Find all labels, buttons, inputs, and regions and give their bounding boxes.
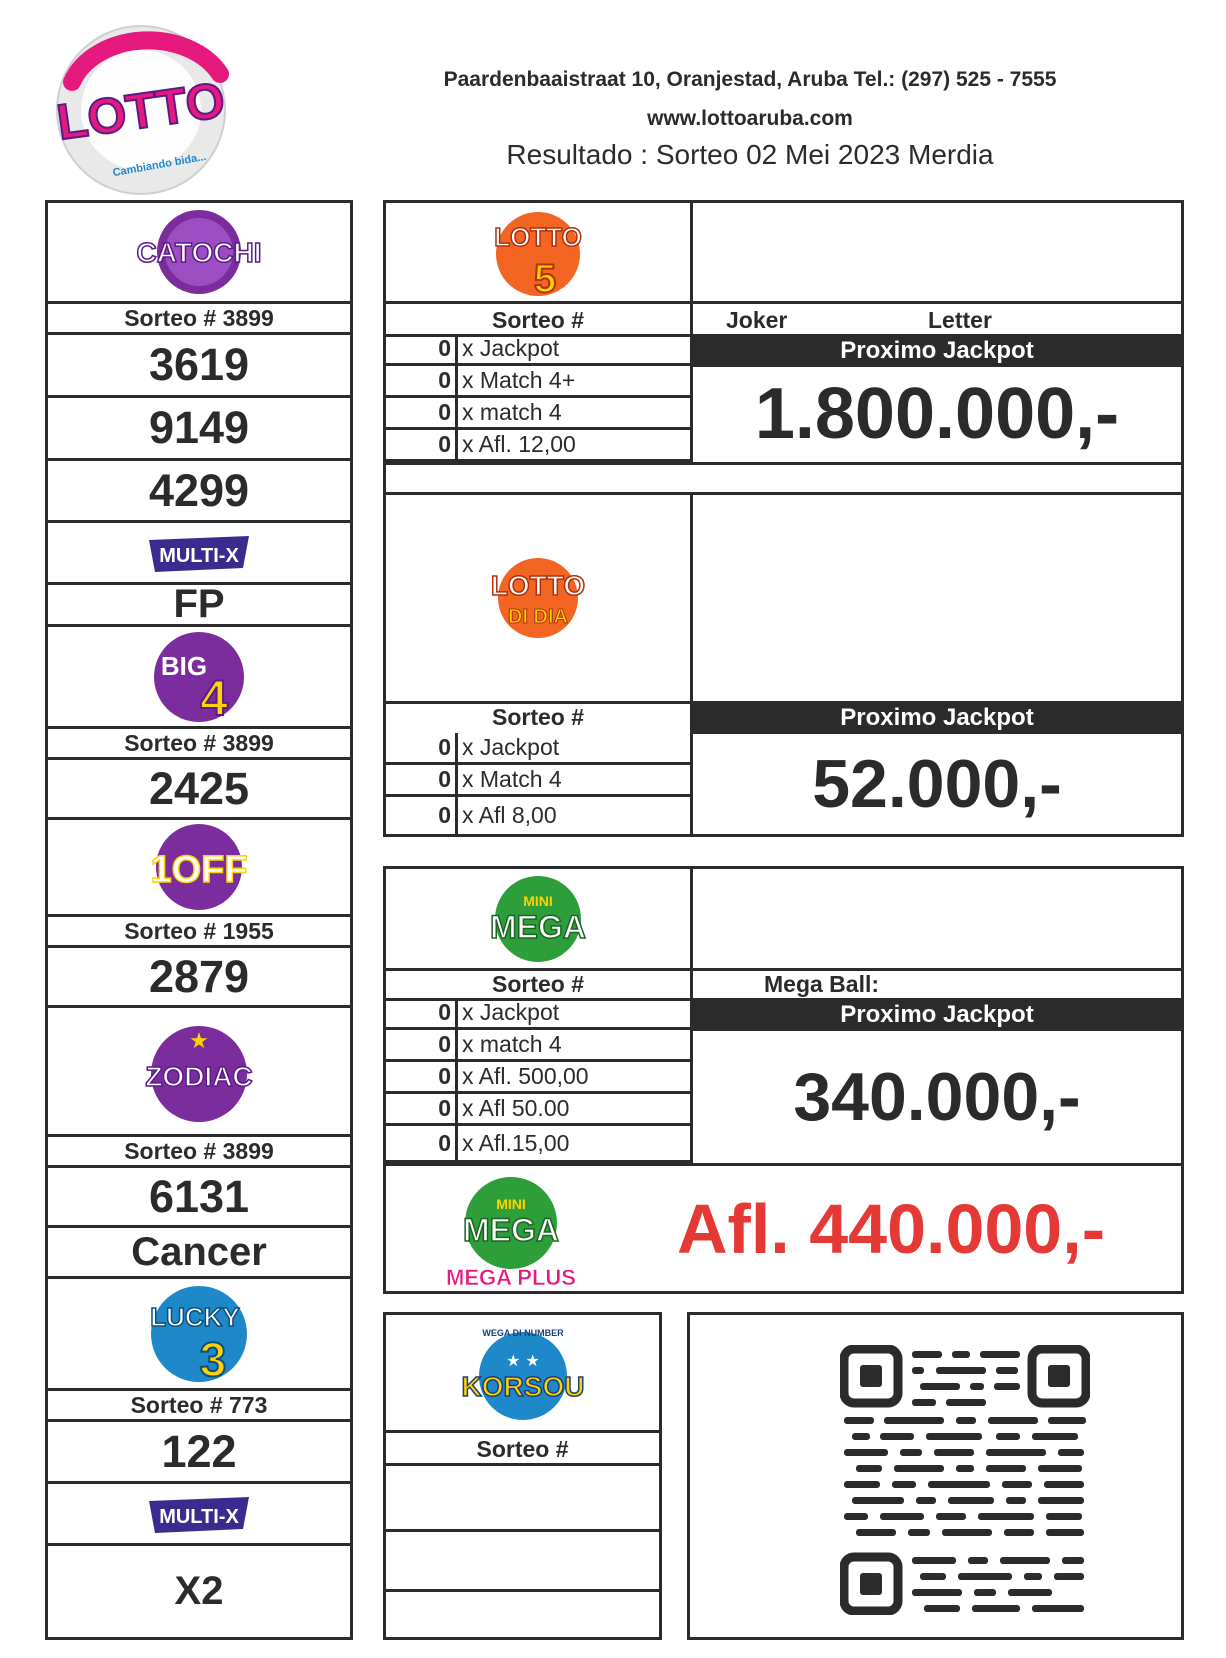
minimega-prize-row: 0 x Jackpot [386, 998, 690, 1030]
svg-text:ZODIAC: ZODIAC [145, 1061, 253, 1092]
left-games-column [45, 200, 353, 1640]
1off-sorteo: Sorteo # 1955 [48, 917, 350, 948]
star-icon: ★ ★ [505, 1350, 540, 1370]
minimega-box [383, 866, 1184, 1294]
lotto5-lottodia-box [383, 200, 1184, 837]
lotto5-prize-row: 0 x Afl. 12,00 [386, 430, 690, 462]
minimega-next-jackpot-amount: 340.000,- [793, 1059, 1081, 1135]
minimega-next-jackpot-label: Proximo Jackpot [693, 998, 1181, 1031]
megaplus-logo [416, 1169, 606, 1291]
zodiac-sorteo: Sorteo # 3899 [48, 1137, 350, 1168]
lotto5-prize-row: 0 x Jackpot [386, 334, 690, 366]
svg-text:LOTTO: LOTTO [53, 71, 229, 151]
catochi-sorteo: Sorteo # 3899 [48, 304, 350, 335]
minimega-prize-row: 0 x Afl. 500,00 [386, 1062, 690, 1094]
multix-logo [48, 523, 350, 585]
svg-text:4: 4 [200, 669, 228, 725]
minimega-prize-row: 0 x Afl.15,00 [386, 1126, 690, 1163]
big4-number: 2425 [48, 760, 350, 820]
catochi-number-3: 4299 [48, 461, 350, 523]
svg-text:MULTI-X: MULTI-X [159, 544, 239, 567]
catochi-logo [48, 203, 350, 304]
lucky3-multix-value: X2 [174, 1569, 224, 1613]
svg-text:KORSOU: KORSOU [461, 1370, 584, 1402]
header-website[interactable]: www.lottoaruba.com [647, 107, 853, 130]
qr-code-box [687, 1312, 1184, 1640]
lotto5-logo [386, 203, 690, 304]
lucky3-sorteo: Sorteo # 773 [48, 1391, 350, 1422]
svg-text:LOTTO: LOTTO [490, 570, 586, 601]
svg-text:DI DIA: DI DIA [508, 606, 568, 628]
korsou-logo [386, 1315, 659, 1433]
korsou-sorteo: Sorteo # [386, 1433, 659, 1466]
1off-logo [48, 820, 350, 917]
multix-logo-2 [48, 1484, 350, 1546]
catochi-number-1: 3619 [48, 335, 350, 398]
megaplus-amount: Afl. 440.000,- [677, 1190, 1105, 1268]
svg-text:LUCKY: LUCKY [150, 1301, 240, 1332]
big4-sorteo: Sorteo # 3899 [48, 729, 350, 760]
lotto5-joker-label: Joker [726, 307, 788, 333]
lotto5-next-jackpot-label: Proximo Jackpot [693, 334, 1181, 367]
svg-text:MINI: MINI [496, 1196, 526, 1212]
result-title: Resultado : Sorteo 02 Mei 2023 Merdia [506, 139, 994, 170]
svg-text:1OFF: 1OFF [150, 849, 248, 891]
lottodia-prize-row: 0 x Afl 8,00 [386, 797, 690, 834]
lottodia-next-jackpot-label: Proximo Jackpot [693, 701, 1181, 734]
zodiac-logo [48, 1008, 350, 1137]
svg-text:LOTTO: LOTTO [494, 222, 582, 252]
header-address: Paardenbaaistraat 10, Oranjestad, Aruba Tel.: (297) 525 - 7555 [443, 68, 1057, 91]
minimega-megaball-label: Mega Ball: [764, 971, 880, 997]
qr-code-icon[interactable] [840, 1345, 1090, 1615]
minimega-prize-row: 0 x Afl 50.00 [386, 1094, 690, 1126]
lotto5-prize-row: 0 x Match 4+ [386, 366, 690, 398]
lottodia-prize-row: 0 x Match 4 [386, 765, 690, 797]
svg-text:3: 3 [199, 1333, 227, 1386]
svg-text:MEGA: MEGA [463, 1212, 559, 1248]
lottodia-prize-row: 0 x Jackpot [386, 733, 690, 765]
minimega-prize-row: 0 x match 4 [386, 1030, 690, 1062]
lucky3-logo [48, 1279, 350, 1391]
lucky3-number: 122 [48, 1422, 350, 1484]
star-icon: ★ [189, 1029, 209, 1054]
catochi-number-2: 9149 [48, 398, 350, 461]
svg-text:BIG: BIG [160, 650, 208, 681]
svg-text:MEGA: MEGA [490, 908, 586, 945]
big4-logo [48, 627, 350, 729]
zodiac-sign: Cancer [48, 1228, 350, 1279]
zodiac-number: 6131 [48, 1168, 350, 1228]
minimega-sorteo: Sorteo # [491, 971, 585, 997]
lottodia-next-jackpot-amount: 52.000,- [812, 746, 1062, 822]
svg-text:MINI: MINI [523, 892, 553, 909]
svg-text:WEGA DI NUMBER: WEGA DI NUMBER [481, 1327, 564, 1338]
1off-number: 2879 [48, 948, 350, 1008]
lotto5-next-jackpot-amount: 1.800.000,- [754, 374, 1120, 454]
lottodia-logo [386, 495, 690, 701]
lotto-main-logo [50, 22, 232, 197]
svg-text:MULTI-X: MULTI-X [159, 1505, 239, 1528]
svg-text:Cambiando bida...: Cambiando bida... [111, 150, 208, 180]
svg-text:5: 5 [533, 257, 557, 300]
lotto5-prize-row: 0 x match 4 [386, 398, 690, 430]
korsou-box [383, 1312, 662, 1640]
svg-text:MEGA PLUS: MEGA PLUS [446, 1265, 576, 1290]
lotto5-sorteo: Sorteo # [491, 307, 585, 333]
lottodia-sorteo: Sorteo # [491, 704, 585, 730]
minimega-logo [386, 869, 690, 968]
catochi-multix-value: FP [48, 585, 350, 627]
svg-text:CATOCHI: CATOCHI [136, 237, 262, 268]
lotto5-letter-label: Letter [928, 307, 992, 333]
